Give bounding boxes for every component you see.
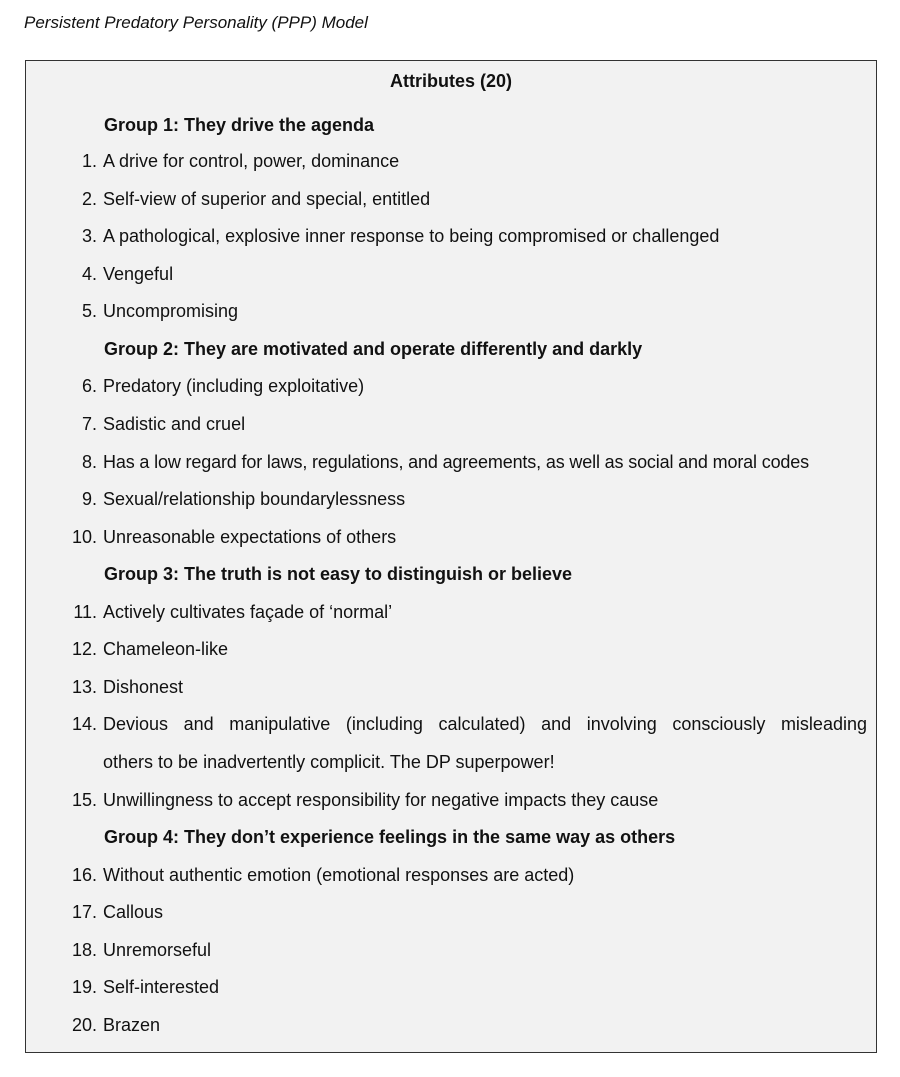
item-number: 16.	[71, 865, 97, 885]
item-number: 7.	[81, 414, 97, 434]
item-text: Unreasonable expectations of others	[103, 527, 397, 547]
item-number: 17.	[71, 902, 97, 922]
item-number: 11.	[73, 602, 97, 622]
item-number: 12.	[71, 639, 97, 659]
list-item-15	[26, 789, 876, 811]
item-number: 6.	[81, 376, 97, 396]
list-item-14-continuation	[26, 751, 876, 773]
item-number: 4.	[81, 264, 97, 284]
item-number: 18.	[71, 940, 97, 960]
list-item-13	[26, 676, 876, 698]
list-item-18	[26, 939, 876, 961]
table-heading: Attributes (20)	[389, 71, 512, 91]
item-number: 20.	[71, 1015, 97, 1035]
group-3-title: Group 3: The truth is not easy to distinguish or believe	[104, 564, 573, 584]
list-item-7	[26, 413, 876, 435]
item-number: 2.	[81, 189, 97, 209]
group-1-title: Group 1: They drive the agenda	[104, 115, 375, 135]
list-item-9	[26, 488, 876, 510]
item-text: Predatory (including exploitative)	[103, 376, 365, 396]
item-number: 10.	[71, 527, 97, 547]
item-text: Self-interested	[103, 977, 220, 997]
item-number: 14.	[71, 714, 97, 734]
list-item-12	[26, 638, 876, 660]
item-text: Unwillingness to accept responsibility for negative impacts they cause	[103, 790, 659, 810]
item-text: Dishonest	[103, 677, 184, 697]
item-text: A pathological, explosive inner response to being compromised or challenged	[103, 226, 720, 246]
list-item-14	[26, 713, 876, 735]
list-item-17	[26, 901, 876, 923]
list-item-16	[26, 864, 876, 886]
item-text-continuation: others to be inadvertently complicit. The DP superpower!	[103, 752, 555, 772]
list-item-3	[26, 225, 876, 247]
item-text: Without authentic emotion (emotional responses are acted)	[103, 865, 575, 885]
list-item-20	[26, 1014, 876, 1036]
item-text: A drive for control, power, dominance	[103, 151, 400, 171]
item-text: Unremorseful	[103, 940, 212, 960]
list-item-19	[26, 976, 876, 998]
item-text: Has a low regard for laws, regulations, and agreements, as well as social and moral codes	[103, 452, 810, 472]
item-number: 19.	[71, 977, 97, 997]
item-text: Actively cultivates façade of ‘normal’	[103, 602, 393, 622]
item-text: Chameleon-like	[103, 639, 229, 659]
list-item-4	[26, 263, 876, 285]
item-number: 15.	[71, 790, 97, 810]
item-number: 13.	[71, 677, 97, 697]
item-number: 3.	[81, 226, 97, 246]
item-text: Vengeful	[103, 264, 174, 284]
item-text: Uncompromising	[103, 301, 239, 321]
group-4-title: Group 4: They don’t experience feelings in the same way as others	[104, 827, 676, 847]
item-text: Brazen	[103, 1015, 161, 1035]
item-number: 8.	[81, 452, 97, 472]
item-text: Sadistic and cruel	[103, 414, 246, 434]
list-item-2	[26, 188, 876, 210]
list-item-10	[26, 526, 876, 548]
item-text: Self-view of superior and special, entitled	[103, 189, 431, 209]
item-text: Devious and manipulative (including calculated) and involving consciously misleading	[103, 714, 867, 734]
list-item-1	[26, 150, 876, 172]
list-item-6	[26, 375, 876, 397]
item-text: Sexual/relationship boundarylessness	[103, 489, 406, 509]
item-number: 5.	[81, 301, 97, 321]
item-number: 9.	[81, 489, 97, 509]
document-title: Persistent Predatory Personality (PPP) Model	[24, 13, 368, 32]
group-2-title: Group 2: They are motivated and operate differently and darkly	[104, 339, 643, 359]
attributes-table	[25, 60, 877, 1053]
list-item-5	[26, 300, 876, 322]
list-item-8	[26, 451, 876, 473]
item-number: 1.	[81, 151, 97, 171]
list-item-11	[26, 601, 876, 623]
item-text: Callous	[103, 902, 164, 922]
